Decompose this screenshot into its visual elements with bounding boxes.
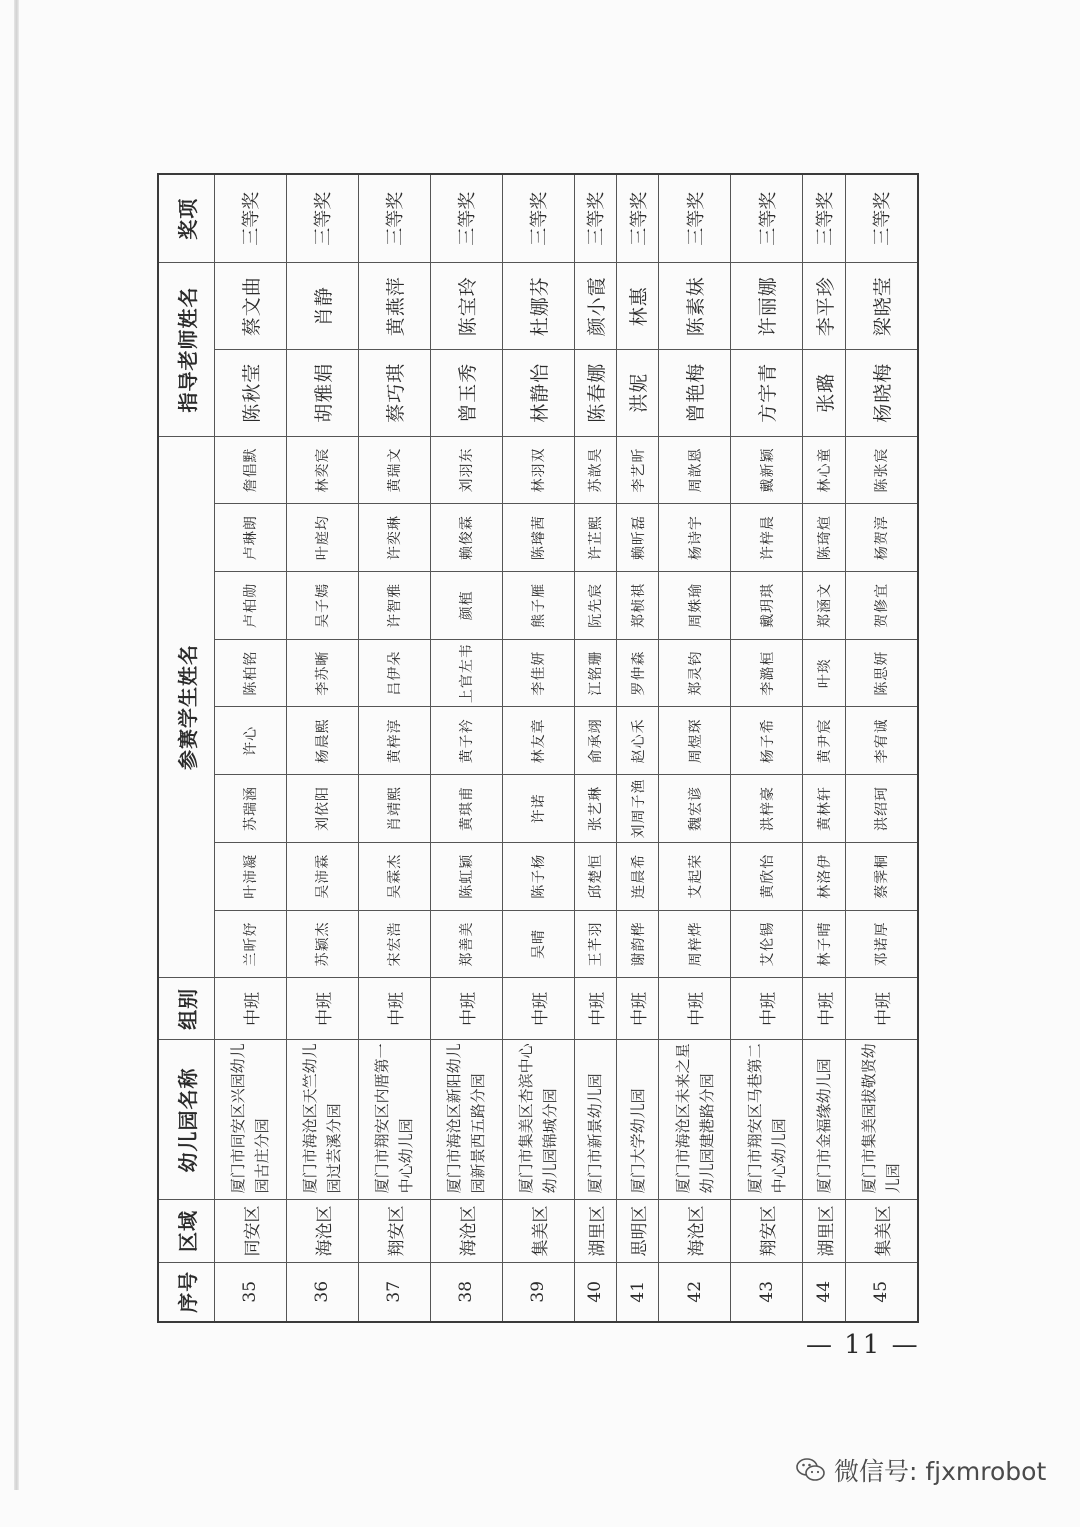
row-student: 苏瑞涵 bbox=[214, 775, 286, 843]
row-award: 三等奖 bbox=[659, 174, 731, 263]
row-student: 熊子雁 bbox=[502, 572, 574, 640]
row-student: 张艺琳 bbox=[574, 775, 616, 843]
row-award: 三等奖 bbox=[803, 174, 845, 263]
row-teacher: 洪妮 bbox=[616, 349, 658, 436]
row-student: 卢琳朗 bbox=[214, 504, 286, 572]
row-group: 中班 bbox=[358, 978, 430, 1040]
row-student: 李佳妍 bbox=[502, 639, 574, 707]
table-header-row bbox=[158, 174, 214, 1322]
row-student: 兰昕妤 bbox=[214, 910, 286, 978]
row-district: 翔安区 bbox=[358, 1200, 430, 1262]
row-teacher: 陈素妹 bbox=[659, 263, 731, 350]
row-student: 罗仲森 bbox=[616, 639, 658, 707]
row-student: 郑涵文 bbox=[803, 572, 845, 640]
row-seq: 37 bbox=[358, 1262, 430, 1322]
row-teacher: 李平珍 bbox=[803, 263, 845, 350]
row-student: 阮先宸 bbox=[574, 572, 616, 640]
table-row bbox=[358, 174, 430, 1322]
row-teacher: 陈宝玲 bbox=[430, 263, 502, 350]
row-student: 刘羽东 bbox=[430, 436, 502, 504]
row-seq: 42 bbox=[659, 1262, 731, 1322]
row-student: 吕伊朵 bbox=[358, 639, 430, 707]
row-kindergarten: 厦门市新景幼儿园 bbox=[574, 1040, 616, 1200]
header-kindergarten: 幼儿园名称 bbox=[158, 1040, 214, 1200]
row-teacher: 方宇青 bbox=[731, 349, 803, 436]
row-award: 三等奖 bbox=[502, 174, 574, 263]
row-award: 三等奖 bbox=[430, 174, 502, 263]
row-district: 集美区 bbox=[502, 1200, 574, 1262]
row-student: 赖昕磊 bbox=[616, 504, 658, 572]
row-student: 周煜琛 bbox=[659, 707, 731, 775]
row-teacher: 林惠 bbox=[616, 263, 658, 350]
row-student: 吴子嫣 bbox=[286, 572, 358, 640]
row-group: 中班 bbox=[502, 978, 574, 1040]
row-teacher: 肖静 bbox=[286, 263, 358, 350]
row-seq: 38 bbox=[430, 1262, 502, 1322]
row-student: 蔡霁桐 bbox=[845, 842, 918, 910]
row-student: 吴霖杰 bbox=[358, 842, 430, 910]
row-student: 刘依阳 bbox=[286, 775, 358, 843]
row-student: 卢柏勋 bbox=[214, 572, 286, 640]
row-student: 邓诺厚 bbox=[845, 910, 918, 978]
row-student: 江铭珊 bbox=[574, 639, 616, 707]
table-row bbox=[214, 174, 286, 1322]
row-seq: 43 bbox=[731, 1262, 803, 1322]
row-student: 洪梓豪 bbox=[731, 775, 803, 843]
row-student: 王芊羽 bbox=[574, 910, 616, 978]
row-district: 集美区 bbox=[845, 1200, 918, 1262]
wechat-icon bbox=[796, 1457, 826, 1483]
row-teacher: 张璐 bbox=[803, 349, 845, 436]
table-row bbox=[286, 174, 358, 1322]
row-group: 中班 bbox=[845, 978, 918, 1040]
row-district: 海沧区 bbox=[430, 1200, 502, 1262]
row-student: 陈张宸 bbox=[845, 436, 918, 504]
row-student: 李艺昕 bbox=[616, 436, 658, 504]
row-district: 湖里区 bbox=[574, 1200, 616, 1262]
row-group: 中班 bbox=[286, 978, 358, 1040]
row-student: 叶庭均 bbox=[286, 504, 358, 572]
row-student: 周歆恩 bbox=[659, 436, 731, 504]
row-student: 魏宏谚 bbox=[659, 775, 731, 843]
row-kindergarten: 厦门大学幼儿园 bbox=[616, 1040, 658, 1200]
row-seq: 44 bbox=[803, 1262, 845, 1322]
row-group: 中班 bbox=[430, 978, 502, 1040]
table-row bbox=[803, 174, 845, 1322]
header-group: 组别 bbox=[158, 978, 214, 1040]
row-award: 三等奖 bbox=[845, 174, 918, 263]
row-teacher: 杨晓梅 bbox=[845, 349, 918, 436]
row-student: 颜植 bbox=[430, 572, 502, 640]
row-student: 杨诗宇 bbox=[659, 504, 731, 572]
scan-binding-edge bbox=[14, 0, 19, 1490]
row-seq: 36 bbox=[286, 1262, 358, 1322]
row-kindergarten: 厦门市同安区兴园幼儿园古庄分园 bbox=[214, 1040, 286, 1200]
row-district: 思明区 bbox=[616, 1200, 658, 1262]
row-student: 杨贺淳 bbox=[845, 504, 918, 572]
row-student: 贺修宜 bbox=[845, 572, 918, 640]
header-teachers: 指导老师姓名 bbox=[158, 263, 214, 436]
row-district: 同安区 bbox=[214, 1200, 286, 1262]
row-student: 林子晴 bbox=[803, 910, 845, 978]
row-district: 海沧区 bbox=[659, 1200, 731, 1262]
row-student: 叶琰 bbox=[803, 639, 845, 707]
header-seq: 序号 bbox=[158, 1262, 214, 1322]
row-student: 郑灵钧 bbox=[659, 639, 731, 707]
row-teacher: 胡雅娟 bbox=[286, 349, 358, 436]
row-student: 郑桢祺 bbox=[616, 572, 658, 640]
wechat-watermark bbox=[796, 1452, 1046, 1488]
table-row bbox=[616, 174, 658, 1322]
row-student: 陈子杨 bbox=[502, 842, 574, 910]
row-student: 林洛伊 bbox=[803, 842, 845, 910]
row-group: 中班 bbox=[214, 978, 286, 1040]
row-student: 谢韵桦 bbox=[616, 910, 658, 978]
header-district: 区域 bbox=[158, 1200, 214, 1262]
row-district: 翔安区 bbox=[731, 1200, 803, 1262]
row-student: 黄瑞文 bbox=[358, 436, 430, 504]
header-students: 参赛学生姓名 bbox=[158, 436, 214, 978]
row-student: 陈琦煊 bbox=[803, 504, 845, 572]
row-group: 中班 bbox=[731, 978, 803, 1040]
row-teacher: 梁晓莹 bbox=[845, 263, 918, 350]
row-student: 肖靖熙 bbox=[358, 775, 430, 843]
row-student: 周梓烨 bbox=[659, 910, 731, 978]
row-student: 杨子希 bbox=[731, 707, 803, 775]
row-district: 湖里区 bbox=[803, 1200, 845, 1262]
row-award: 三等奖 bbox=[731, 174, 803, 263]
row-student: 林心童 bbox=[803, 436, 845, 504]
row-seq: 40 bbox=[574, 1262, 616, 1322]
row-teacher: 陈秋莹 bbox=[214, 349, 286, 436]
watermark-text: 微信号: fjxmrobot bbox=[834, 1457, 1047, 1486]
row-student: 苏歆昊 bbox=[574, 436, 616, 504]
row-student: 俞承翊 bbox=[574, 707, 616, 775]
row-seq: 35 bbox=[214, 1262, 286, 1322]
row-kindergarten: 厦门市金福缘幼儿园 bbox=[803, 1040, 845, 1200]
row-seq: 41 bbox=[616, 1262, 658, 1322]
table-row bbox=[430, 174, 502, 1322]
row-teacher: 曾玉秀 bbox=[430, 349, 502, 436]
row-student: 许芷熙 bbox=[574, 504, 616, 572]
row-kindergarten: 厦门市集美区杏滨中心幼儿园锦城分园 bbox=[502, 1040, 574, 1200]
row-student: 黄林轩 bbox=[803, 775, 845, 843]
row-kindergarten: 厦门市集美园拔敬贤幼儿园 bbox=[845, 1040, 918, 1200]
row-student: 戴新颖 bbox=[731, 436, 803, 504]
row-student: 洪绍珂 bbox=[845, 775, 918, 843]
row-student: 李宥诚 bbox=[845, 707, 918, 775]
row-seq: 39 bbox=[502, 1262, 574, 1322]
row-student: 詹倡默 bbox=[214, 436, 286, 504]
row-award: 三等奖 bbox=[574, 174, 616, 263]
row-kindergarten: 厦门市海沧区天竺幼儿园过芸溪分园 bbox=[286, 1040, 358, 1200]
row-seq: 45 bbox=[845, 1262, 918, 1322]
table-row bbox=[574, 174, 616, 1322]
header-award: 奖项 bbox=[158, 174, 214, 263]
table-row bbox=[659, 174, 731, 1322]
row-student: 赖俊霖 bbox=[430, 504, 502, 572]
row-teacher: 蔡文曲 bbox=[214, 263, 286, 350]
row-award: 三等奖 bbox=[214, 174, 286, 263]
row-student: 许智雅 bbox=[358, 572, 430, 640]
row-student: 许梓晨 bbox=[731, 504, 803, 572]
row-student: 赵心禾 bbox=[616, 707, 658, 775]
row-student: 叶沛凝 bbox=[214, 842, 286, 910]
row-kindergarten: 厦门市翔安区马巷第二中心幼儿园 bbox=[731, 1040, 803, 1200]
row-student: 黄琪甫 bbox=[430, 775, 502, 843]
row-group: 中班 bbox=[574, 978, 616, 1040]
row-student: 宋宏浩 bbox=[358, 910, 430, 978]
row-student: 黄梓淳 bbox=[358, 707, 430, 775]
row-teacher: 杜娜芬 bbox=[502, 263, 574, 350]
row-student: 杨晨熙 bbox=[286, 707, 358, 775]
row-student: 林奕宸 bbox=[286, 436, 358, 504]
row-student: 苏颖杰 bbox=[286, 910, 358, 978]
row-teacher: 黄燕萍 bbox=[358, 263, 430, 350]
row-student: 许诺 bbox=[502, 775, 574, 843]
row-group: 中班 bbox=[803, 978, 845, 1040]
row-student: 吴晴 bbox=[502, 910, 574, 978]
row-student: 艾起荣 bbox=[659, 842, 731, 910]
table-row bbox=[731, 174, 803, 1322]
row-teacher: 曾艳梅 bbox=[659, 349, 731, 436]
row-group: 中班 bbox=[616, 978, 658, 1040]
table-row bbox=[845, 174, 918, 1322]
row-student: 许奕琳 bbox=[358, 504, 430, 572]
row-student: 邱楚恒 bbox=[574, 842, 616, 910]
page-number: — 11 — bbox=[806, 1330, 920, 1360]
row-award: 三等奖 bbox=[286, 174, 358, 263]
row-teacher: 陈春娜 bbox=[574, 349, 616, 436]
row-teacher: 林静怡 bbox=[502, 349, 574, 436]
row-student: 郑善美 bbox=[430, 910, 502, 978]
row-student: 上官左韦 bbox=[430, 639, 502, 707]
row-student: 陈柏铭 bbox=[214, 639, 286, 707]
row-student: 林羽双 bbox=[502, 436, 574, 504]
row-teacher: 许丽娜 bbox=[731, 263, 803, 350]
row-student: 刘周子渔 bbox=[616, 775, 658, 843]
row-student: 李潞桓 bbox=[731, 639, 803, 707]
row-student: 吴沛霖 bbox=[286, 842, 358, 910]
award-table bbox=[157, 173, 919, 1323]
row-award: 三等奖 bbox=[616, 174, 658, 263]
row-student: 陈虹颖 bbox=[430, 842, 502, 910]
row-student: 戴玥琪 bbox=[731, 572, 803, 640]
row-kindergarten: 厦门市海沧区未来之星幼儿园建港路分园 bbox=[659, 1040, 731, 1200]
row-student: 黄欣怡 bbox=[731, 842, 803, 910]
table-row bbox=[502, 174, 574, 1322]
row-student: 周姝瑜 bbox=[659, 572, 731, 640]
row-student: 陈璿茜 bbox=[502, 504, 574, 572]
row-group: 中班 bbox=[659, 978, 731, 1040]
row-student: 艾伦锡 bbox=[731, 910, 803, 978]
row-student: 许心 bbox=[214, 707, 286, 775]
row-student: 陈思妍 bbox=[845, 639, 918, 707]
row-student: 李苏晰 bbox=[286, 639, 358, 707]
row-student: 黄子衿 bbox=[430, 707, 502, 775]
row-teacher: 蔡巧琪 bbox=[358, 349, 430, 436]
row-student: 林友章 bbox=[502, 707, 574, 775]
row-kindergarten: 厦门市翔安区内厝第一中心幼儿园 bbox=[358, 1040, 430, 1200]
row-award: 三等奖 bbox=[358, 174, 430, 263]
row-teacher: 颜小霞 bbox=[574, 263, 616, 350]
row-kindergarten: 厦门市海沧区新阳幼儿园新景西五路分园 bbox=[430, 1040, 502, 1200]
award-table-rotated bbox=[157, 173, 919, 1323]
row-student: 黄尹宸 bbox=[803, 707, 845, 775]
row-district: 海沧区 bbox=[286, 1200, 358, 1262]
row-student: 连晨希 bbox=[616, 842, 658, 910]
